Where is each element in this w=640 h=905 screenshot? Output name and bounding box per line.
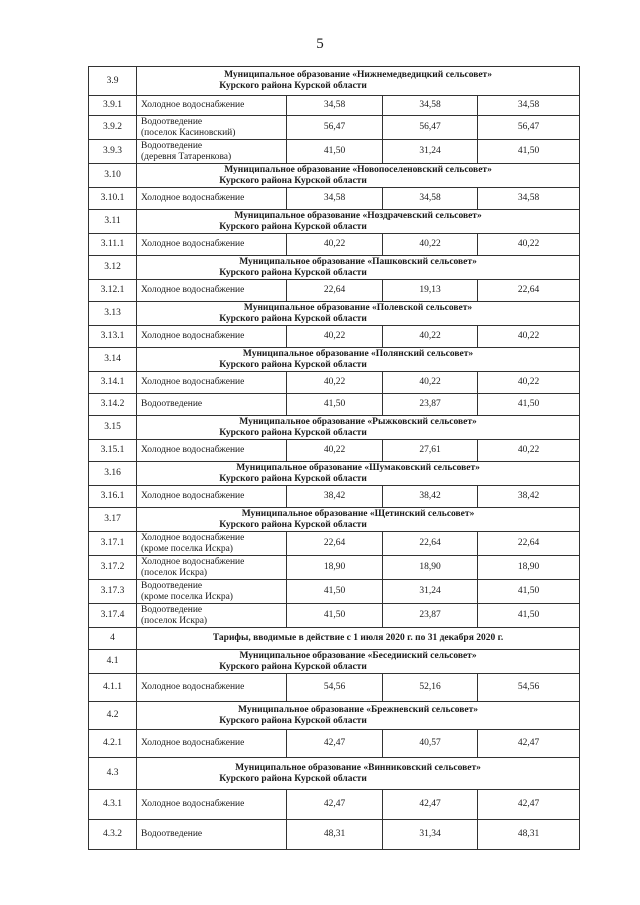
tariff-value-3: 40,22: [478, 440, 580, 462]
service-description-line: Холодное водоснабжение: [141, 193, 245, 203]
municipality-name: Муниципальное образование «Винниковский сельсовет»: [235, 762, 481, 773]
row-number: 3.9.2: [89, 116, 137, 140]
tariff-value-3: 41,50: [478, 604, 580, 628]
municipality-title: [137, 462, 580, 486]
table-row: [89, 96, 580, 116]
municipality-title: [137, 67, 580, 96]
service-description: [137, 820, 287, 850]
tariff-value-3: 41,50: [478, 140, 580, 164]
municipality-name: Муниципальное образование «Щетинский сельсовет»: [241, 508, 475, 519]
table-row: [89, 604, 580, 628]
tariff-value-3: 38,42: [478, 486, 580, 508]
tariff-value-1: 22,64: [287, 280, 383, 302]
tariff-table: [88, 66, 580, 850]
municipality-title: [137, 348, 580, 372]
section-title: Тарифы, вводимые в действие с 1 июля 2020 г. по 31 декабря 2020 г.: [137, 628, 580, 650]
service-description: [137, 532, 287, 556]
tariff-value-3: 48,31: [478, 820, 580, 850]
municipality-district: Курского района Курской области: [219, 359, 367, 370]
municipality-district: Курского района Курской области: [219, 267, 367, 278]
table-row: [89, 188, 580, 210]
tariff-value-1: 42,47: [287, 790, 383, 820]
service-description: [137, 394, 287, 416]
municipality-district: Курского района Курской области: [219, 175, 367, 186]
tariff-value-2: 31,24: [383, 580, 478, 604]
tariff-value-1: 40,22: [287, 326, 383, 348]
service-description: [137, 440, 287, 462]
table-row: [89, 326, 580, 348]
table-row: [89, 280, 580, 302]
municipality-header-row: [89, 416, 580, 440]
municipality-title: [137, 302, 580, 326]
tariff-value-3: 22,64: [478, 280, 580, 302]
municipality-district: Курского района Курской области: [219, 313, 367, 324]
service-description: [137, 116, 287, 140]
tariff-value-1: 54,56: [287, 674, 383, 702]
municipality-name: Муниципальное образование «Беседииский сельсовет»: [239, 650, 477, 661]
tariff-value-2: 56,47: [383, 116, 478, 140]
row-number: 3.17.1: [89, 532, 137, 556]
tariff-value-2: 23,87: [383, 394, 478, 416]
row-number: 3.15: [89, 416, 137, 440]
municipality-district: Курского района Курской области: [219, 473, 367, 484]
tariff-value-3: 40,22: [478, 234, 580, 256]
row-number: 4.3: [89, 758, 137, 790]
table-row: [89, 580, 580, 604]
service-description-line: Водоотведение: [141, 580, 203, 591]
tariff-value-1: 42,47: [287, 730, 383, 758]
page-number: 5: [316, 36, 324, 52]
municipality-header-row: [89, 256, 580, 280]
row-number: 3.16: [89, 462, 137, 486]
tariff-value-2: 34,58: [383, 188, 478, 210]
tariff-value-2: 40,22: [383, 372, 478, 394]
municipality-name: Муниципальное образование «Ноздрачевский сельсовет»: [234, 210, 482, 221]
tariff-value-3: 56,47: [478, 116, 580, 140]
table-row: [89, 440, 580, 462]
tariff-value-2: 22,64: [383, 532, 478, 556]
row-number: 4.3.2: [89, 820, 137, 850]
tariff-value-1: 48,31: [287, 820, 383, 850]
row-number: 3.9.3: [89, 140, 137, 164]
municipality-header-row: [89, 758, 580, 790]
tariff-value-1: 56,47: [287, 116, 383, 140]
tariff-value-2: 40,22: [383, 326, 478, 348]
municipality-header-row: [89, 508, 580, 532]
municipality-header-row: [89, 164, 580, 188]
municipality-title: [137, 702, 580, 730]
service-description-line: Холодное водоснабжение: [141, 100, 245, 110]
municipality-name: Муниципальное образование «Полянский сельсовет»: [242, 348, 474, 359]
municipality-name: Муниципальное образование «Пашковский сельсовет»: [239, 256, 477, 267]
municipality-district: Курского района Курской области: [219, 773, 367, 784]
tariff-value-2: 31,24: [383, 140, 478, 164]
table-row: [89, 820, 580, 850]
municipality-header-row: [89, 462, 580, 486]
table-row: [89, 532, 580, 556]
tariff-value-1: 40,22: [287, 234, 383, 256]
service-description-line: (кроме поселка Искра): [141, 543, 233, 554]
row-number: 3.13: [89, 302, 137, 326]
municipality-header-row: [89, 210, 580, 234]
service-description-line: (деревня Татаренкова): [141, 151, 232, 162]
municipality-district: Курского района Курской области: [219, 661, 367, 672]
row-number: 3.17: [89, 508, 137, 532]
service-description: [137, 674, 287, 702]
tariff-value-3: 18,90: [478, 556, 580, 580]
row-number: 3.15.1: [89, 440, 137, 462]
service-description: [137, 790, 287, 820]
municipality-title: [137, 416, 580, 440]
service-description-line: (поселок Искра): [141, 567, 208, 578]
row-number: 3.12: [89, 256, 137, 280]
municipality-title: [137, 650, 580, 674]
service-description-line: Водоотведение: [141, 116, 203, 127]
tariff-value-2: 23,87: [383, 604, 478, 628]
table-row: [89, 730, 580, 758]
service-description-line: Водоотведение: [141, 604, 203, 615]
tariff-value-1: 41,50: [287, 604, 383, 628]
row-number: 3.11: [89, 210, 137, 234]
tariff-value-2: 31,34: [383, 820, 478, 850]
row-number: 4: [89, 628, 137, 650]
service-description: [137, 556, 287, 580]
tariff-value-3: 41,50: [478, 580, 580, 604]
row-number: 3.9.1: [89, 96, 137, 116]
municipality-title: [137, 508, 580, 532]
row-number: 4.2.1: [89, 730, 137, 758]
tariff-value-3: 41,50: [478, 394, 580, 416]
tariff-value-2: 38,42: [383, 486, 478, 508]
service-description-line: Водоотведение: [141, 829, 203, 839]
row-number: 3.10.1: [89, 188, 137, 210]
row-number: 3.13.1: [89, 326, 137, 348]
municipality-header-row: [89, 67, 580, 96]
row-number: 3.14: [89, 348, 137, 372]
municipality-title: [137, 210, 580, 234]
row-number: 4.3.1: [89, 790, 137, 820]
table-row: [89, 674, 580, 702]
row-number: 3.17.3: [89, 580, 137, 604]
service-description-line: Водоотведение: [141, 140, 203, 151]
table-row: [89, 394, 580, 416]
service-description: [137, 486, 287, 508]
municipality-district: Курского района Курской области: [219, 81, 367, 91]
municipality-header-row: [89, 348, 580, 372]
row-number: 3.14.2: [89, 394, 137, 416]
row-number: 3.14.1: [89, 372, 137, 394]
service-description-line: (кроме поселка Искра): [141, 591, 233, 602]
tariff-value-2: 42,47: [383, 790, 478, 820]
tariff-value-1: 40,22: [287, 372, 383, 394]
municipality-name: Муниципальное образование «Полевской сельсовет»: [243, 302, 473, 313]
tariff-value-3: 42,47: [478, 790, 580, 820]
municipality-name: Муниципальное образование «Брежневский сельсовет»: [238, 704, 478, 715]
tariff-value-3: 22,64: [478, 532, 580, 556]
table-row: [89, 556, 580, 580]
tariff-value-3: 54,56: [478, 674, 580, 702]
table-row: [89, 486, 580, 508]
tariff-value-2: 52,16: [383, 674, 478, 702]
service-description: [137, 188, 287, 210]
table-row: [89, 116, 580, 140]
tariff-value-2: 40,22: [383, 234, 478, 256]
service-description-line: Холодное водоснабжение: [141, 285, 245, 295]
tariff-value-1: 34,58: [287, 96, 383, 116]
tariff-value-2: 40,57: [383, 730, 478, 758]
row-number: 4.1.1: [89, 674, 137, 702]
service-description: [137, 96, 287, 116]
service-description: [137, 280, 287, 302]
tariff-value-3: 42,47: [478, 730, 580, 758]
service-description-line: Холодное водоснабжение: [141, 532, 245, 543]
tariff-value-1: 22,64: [287, 532, 383, 556]
service-description: [137, 326, 287, 348]
municipality-district: Курского района Курской области: [219, 221, 367, 232]
tariff-value-1: 40,22: [287, 440, 383, 462]
tariff-value-2: 34,58: [383, 96, 478, 116]
tariff-value-2: 19,13: [383, 280, 478, 302]
tariff-value-3: 40,22: [478, 372, 580, 394]
municipality-header-row: [89, 302, 580, 326]
tariff-value-3: 40,22: [478, 326, 580, 348]
service-description-line: (поселок Искра): [141, 615, 208, 626]
municipality-name: Муниципальное образование «Шумаковский сельсовет»: [236, 462, 480, 473]
municipality-header-row: [89, 702, 580, 730]
table-row: [89, 790, 580, 820]
service-description-line: Холодное водоснабжение: [141, 445, 245, 455]
service-description: [137, 604, 287, 628]
tariff-value-2: 18,90: [383, 556, 478, 580]
service-description-line: Холодное водоснабжение: [141, 738, 245, 748]
table-row: [89, 234, 580, 256]
table-row: [89, 140, 580, 164]
tariff-value-1: 41,50: [287, 580, 383, 604]
municipality-title: [137, 758, 580, 790]
municipality-title: [137, 164, 580, 188]
row-number: 3.12.1: [89, 280, 137, 302]
service-description: [137, 580, 287, 604]
tariff-value-1: 41,50: [287, 140, 383, 164]
municipality-name: Муниципальное образование «Нижнемедведицкий сельсовет»: [224, 70, 492, 80]
service-description: [137, 730, 287, 758]
service-description-line: Холодное водоснабжение: [141, 799, 245, 809]
service-description-line: Холодное водоснабжение: [141, 331, 245, 341]
tariff-value-3: 34,58: [478, 96, 580, 116]
municipality-district: Курского района Курской области: [219, 715, 367, 726]
tariff-value-3: 34,58: [478, 188, 580, 210]
tariff-value-1: 18,90: [287, 556, 383, 580]
row-number: 3.16.1: [89, 486, 137, 508]
row-number: 3.9: [89, 67, 137, 96]
row-number: 3.17.4: [89, 604, 137, 628]
service-description: [137, 140, 287, 164]
row-number: 3.10: [89, 164, 137, 188]
service-description-line: (поселок Касиновский): [141, 127, 236, 138]
tariff-table-body: [89, 67, 580, 850]
row-number: 3.17.2: [89, 556, 137, 580]
municipality-district: Курского района Курской области: [219, 427, 367, 438]
row-number: 4.2: [89, 702, 137, 730]
municipality-name: Муниципальное образование «Новопоселеновский сельсовет»: [224, 164, 492, 175]
tariff-value-1: 34,58: [287, 188, 383, 210]
service-description-line: Водоотведение: [141, 399, 203, 409]
section-header-row: [89, 628, 580, 650]
municipality-name: Муниципальное образование «Рыжковский сельсовет»: [239, 416, 477, 427]
table-row: [89, 372, 580, 394]
municipality-district: Курского района Курской области: [219, 519, 367, 530]
tariff-value-1: 41,50: [287, 394, 383, 416]
row-number: 4.1: [89, 650, 137, 674]
row-number: 3.11.1: [89, 234, 137, 256]
service-description: [137, 234, 287, 256]
service-description-line: Холодное водоснабжение: [141, 377, 245, 387]
service-description-line: Холодное водоснабжение: [141, 491, 245, 501]
tariff-value-2: 27,61: [383, 440, 478, 462]
municipality-header-row: [89, 650, 580, 674]
service-description-line: Холодное водоснабжение: [141, 556, 245, 567]
service-description-line: Холодное водоснабжение: [141, 682, 245, 692]
service-description-line: Холодное водоснабжение: [141, 239, 245, 249]
service-description: [137, 372, 287, 394]
tariff-value-1: 38,42: [287, 486, 383, 508]
municipality-title: [137, 256, 580, 280]
